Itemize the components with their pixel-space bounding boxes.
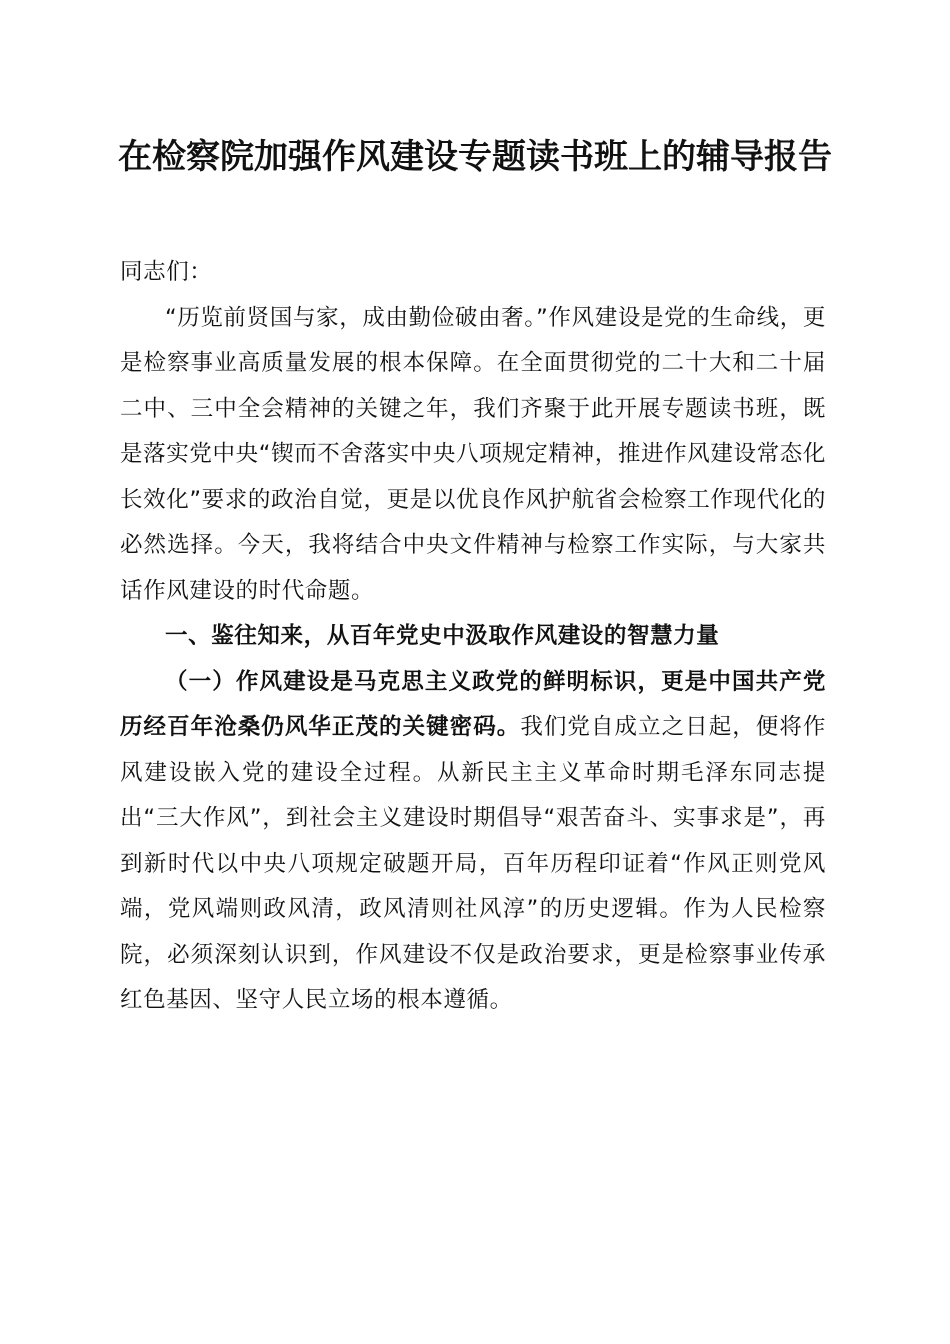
- document-body: [120, 250, 826, 1024]
- document-title: 在检察院加强作风建设专题读书班上的辅导报告: [118, 137, 832, 177]
- intro-paragraph: “历览前贤国与家，成由勤俭破由奢。”作风建设是党的生命线，更是检察事业高质量发展的根本保障。在全面贯彻党的二十大和二十届二中、三中全会精神的关键之年，我们齐聚于此开展专题读书班，既是落实党中央“锲而不舍落实中央八项规定精神，推进作风建设常态化长效化”要求的政治自觉，更是以优良作风护航省会检察工作现代化的必然选择。今天，我将结合中央文件精神与检察工作实际，与大家共话作风建设的时代命题。: [120, 304, 826, 604]
- subsection-paragraph-1: [120, 660, 826, 1024]
- subsection-body-1: 我们党自成立之日起，便将作风建设嵌入党的建设全过程。从新民主主义革命时期毛泽东同志提出“三大作风”，到社会主义建设时期倡导“艰苦奋斗、实事求是”，再到新时代以中央八项规定破题开局，百年历程印证着“作风正则党风端，党风端则政风清，政风清则社风淳”的历史逻辑。作为人民检察院，必须深刻认识到，作风建设不仅是政治要求，更是检察事业传承红色基因、坚守人民立场的根本遵循。: [120, 714, 826, 1013]
- subsection-heading-1: （一）作风建设是马克思主义政党的鲜明标识，更是中国共产党历经百年沧桑仍风华正茂的关键密码。: [120, 668, 826, 740]
- salutation: 同志们：: [120, 259, 213, 285]
- section-heading-1: 一、鉴往知来，从百年党史中汲取作风建设的智慧力量: [165, 623, 720, 649]
